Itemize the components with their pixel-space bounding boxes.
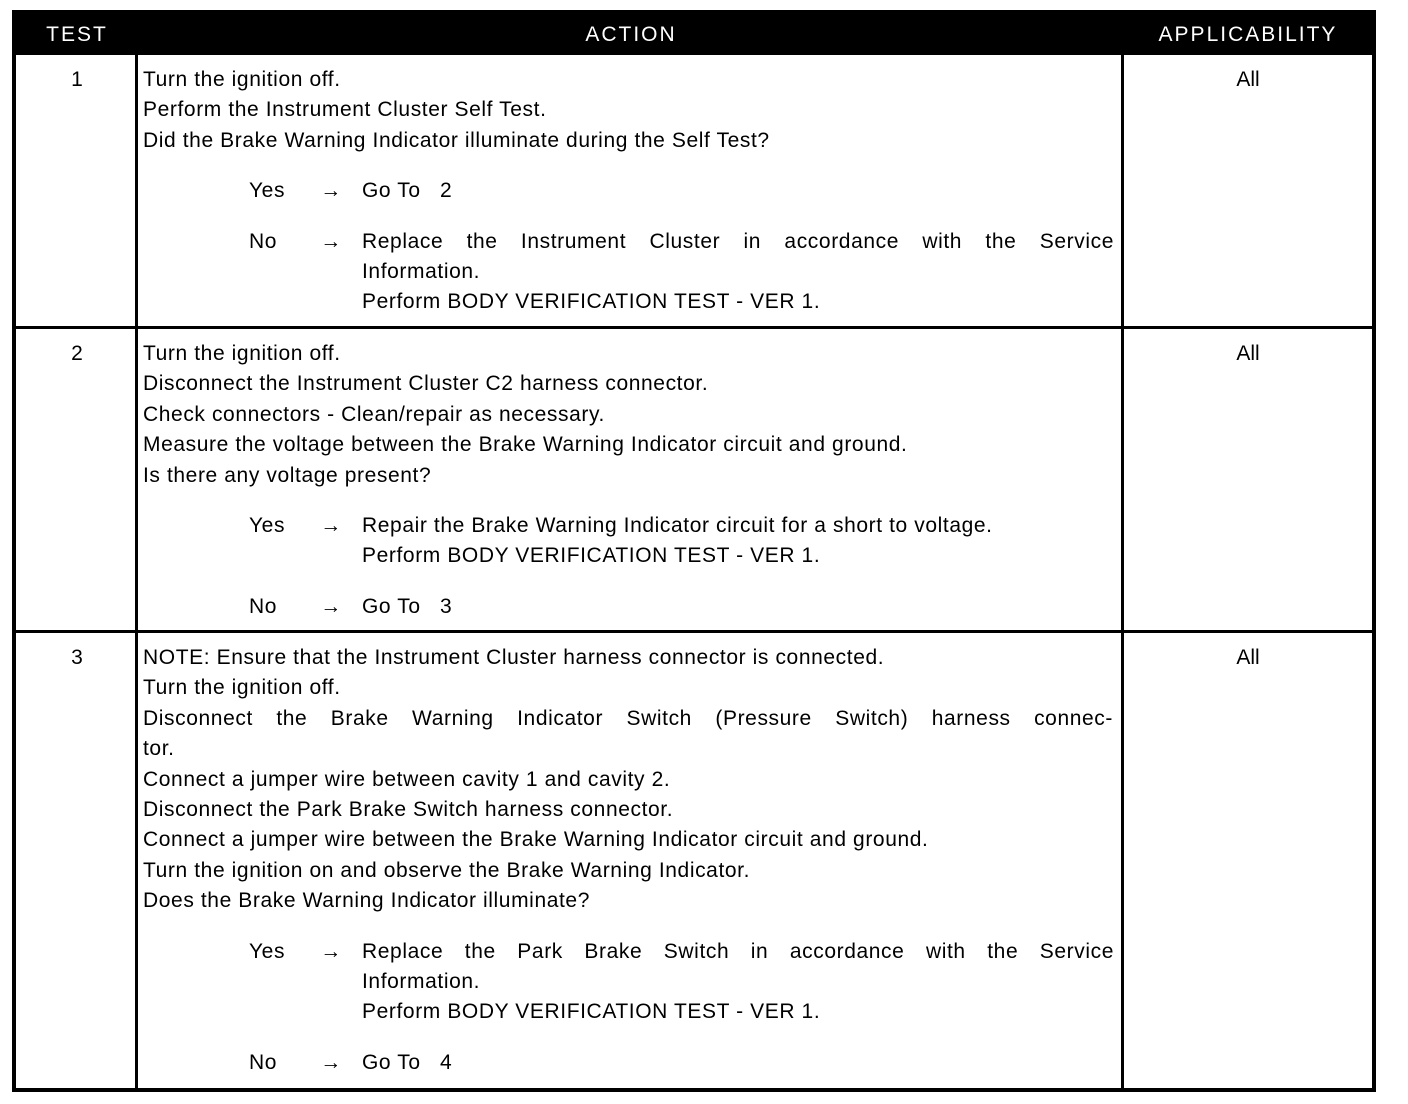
- outcome-result: [362, 592, 1117, 622]
- outcome-label: No: [249, 1050, 278, 1074]
- step-line: Is there any voltage present?: [143, 463, 432, 487]
- right-arrow-icon: →: [320, 939, 342, 963]
- applicability-value: All: [1236, 646, 1260, 669]
- step-line: Connect a jumper wire between cavity 1 and cavity 2.: [143, 767, 671, 791]
- test-number: 1: [71, 68, 83, 91]
- right-arrow-icon: →: [320, 1050, 342, 1074]
- step-line: tor.: [143, 737, 175, 761]
- result-line: Go To 4: [362, 1050, 453, 1074]
- header-test: TEST: [46, 23, 108, 46]
- header-action: ACTION: [585, 23, 677, 46]
- step-line: Does the Brake Warning Indicator illuminate?: [143, 889, 590, 913]
- applicability-value: All: [1236, 68, 1260, 91]
- applicability-value: All: [1236, 342, 1260, 365]
- action-cell: [143, 65, 1117, 338]
- result-line: Replace the Park Brake Switch in accordance with the Service: [362, 939, 1114, 963]
- outcome-result: [362, 176, 1117, 206]
- step-line: NOTE: Ensure that the Instrument Cluster harness connector is connected.: [143, 646, 885, 669]
- test-number: 3: [71, 646, 83, 669]
- step-line: Perform the Instrument Cluster Self Test.: [143, 98, 547, 122]
- result-line: Information.: [362, 260, 481, 284]
- outcomes: [143, 937, 1117, 1079]
- result-line: Perform BODY VERIFICATION TEST - VER 1.: [362, 544, 821, 568]
- result-line: Perform BODY VERIFICATION TEST - VER 1.: [362, 290, 821, 314]
- result-line: Information.: [362, 970, 481, 994]
- outcome-label: Yes: [249, 939, 286, 963]
- outcome-result: [362, 511, 1117, 572]
- outcome-no: [143, 1048, 1117, 1078]
- right-arrow-icon: →: [320, 594, 342, 618]
- right-arrow-icon: →: [320, 514, 342, 538]
- right-arrow-icon: →: [320, 229, 342, 253]
- outcome-no: [143, 592, 1117, 622]
- table-header: [16, 14, 1372, 55]
- result-line: Replace the Instrument Cluster in accordance with the Service: [362, 229, 1114, 253]
- step-line: Did the Brake Warning Indicator illuminate during the Self Test?: [143, 128, 770, 152]
- test-number: 2: [71, 342, 83, 365]
- step-line: Turn the ignition on and observe the Brake Warning Indicator.: [143, 858, 751, 882]
- outcome-yes: [143, 937, 1117, 1028]
- result-line: Go To 2: [362, 179, 453, 203]
- step-line: Disconnect the Brake Warning Indicator Switch (Pressure Switch) harness connec-: [143, 706, 1113, 730]
- table-row: [16, 329, 1372, 630]
- step-line: Measure the voltage between the Brake Warning Indicator circuit and ground.: [143, 433, 908, 457]
- step-line: Turn the ignition off.: [143, 676, 341, 700]
- outcome-label: No: [249, 594, 278, 618]
- diagnostic-test-table: [12, 10, 1376, 1092]
- step-line: Disconnect the Park Brake Switch harness connector.: [143, 798, 674, 822]
- result-line: Repair the Brake Warning Indicator circuit for a short to voltage.: [362, 514, 993, 538]
- result-line: Perform BODY VERIFICATION TEST - VER 1.: [362, 1000, 821, 1024]
- outcomes: [143, 511, 1117, 622]
- outcome-yes: [143, 511, 1117, 572]
- step-line: Connect a jumper wire between the Brake Warning Indicator circuit and ground.: [143, 828, 929, 852]
- outcome-yes: [143, 176, 1117, 206]
- right-arrow-icon: →: [320, 179, 342, 203]
- outcome-label: Yes: [249, 514, 286, 538]
- action-cell: [143, 339, 1117, 642]
- step-line: Disconnect the Instrument Cluster C2 harness connector.: [143, 372, 709, 396]
- step-line: Turn the ignition off.: [143, 342, 341, 365]
- outcome-label: No: [249, 229, 278, 253]
- outcome-label: Yes: [249, 179, 286, 203]
- table-row: [16, 633, 1372, 1088]
- header-applicability: APPLICABILITY: [1158, 23, 1338, 46]
- outcome-result: [362, 227, 1117, 318]
- step-line: Turn the ignition off.: [143, 68, 341, 91]
- table-row: [16, 55, 1372, 326]
- action-cell: [143, 643, 1117, 1098]
- outcome-no: [143, 227, 1117, 318]
- outcome-result: [362, 1048, 1117, 1078]
- result-line: Go To 3: [362, 594, 453, 618]
- outcomes: [143, 176, 1117, 318]
- outcome-result: [362, 937, 1117, 1028]
- step-line: Check connectors - Clean/repair as necessary.: [143, 402, 605, 426]
